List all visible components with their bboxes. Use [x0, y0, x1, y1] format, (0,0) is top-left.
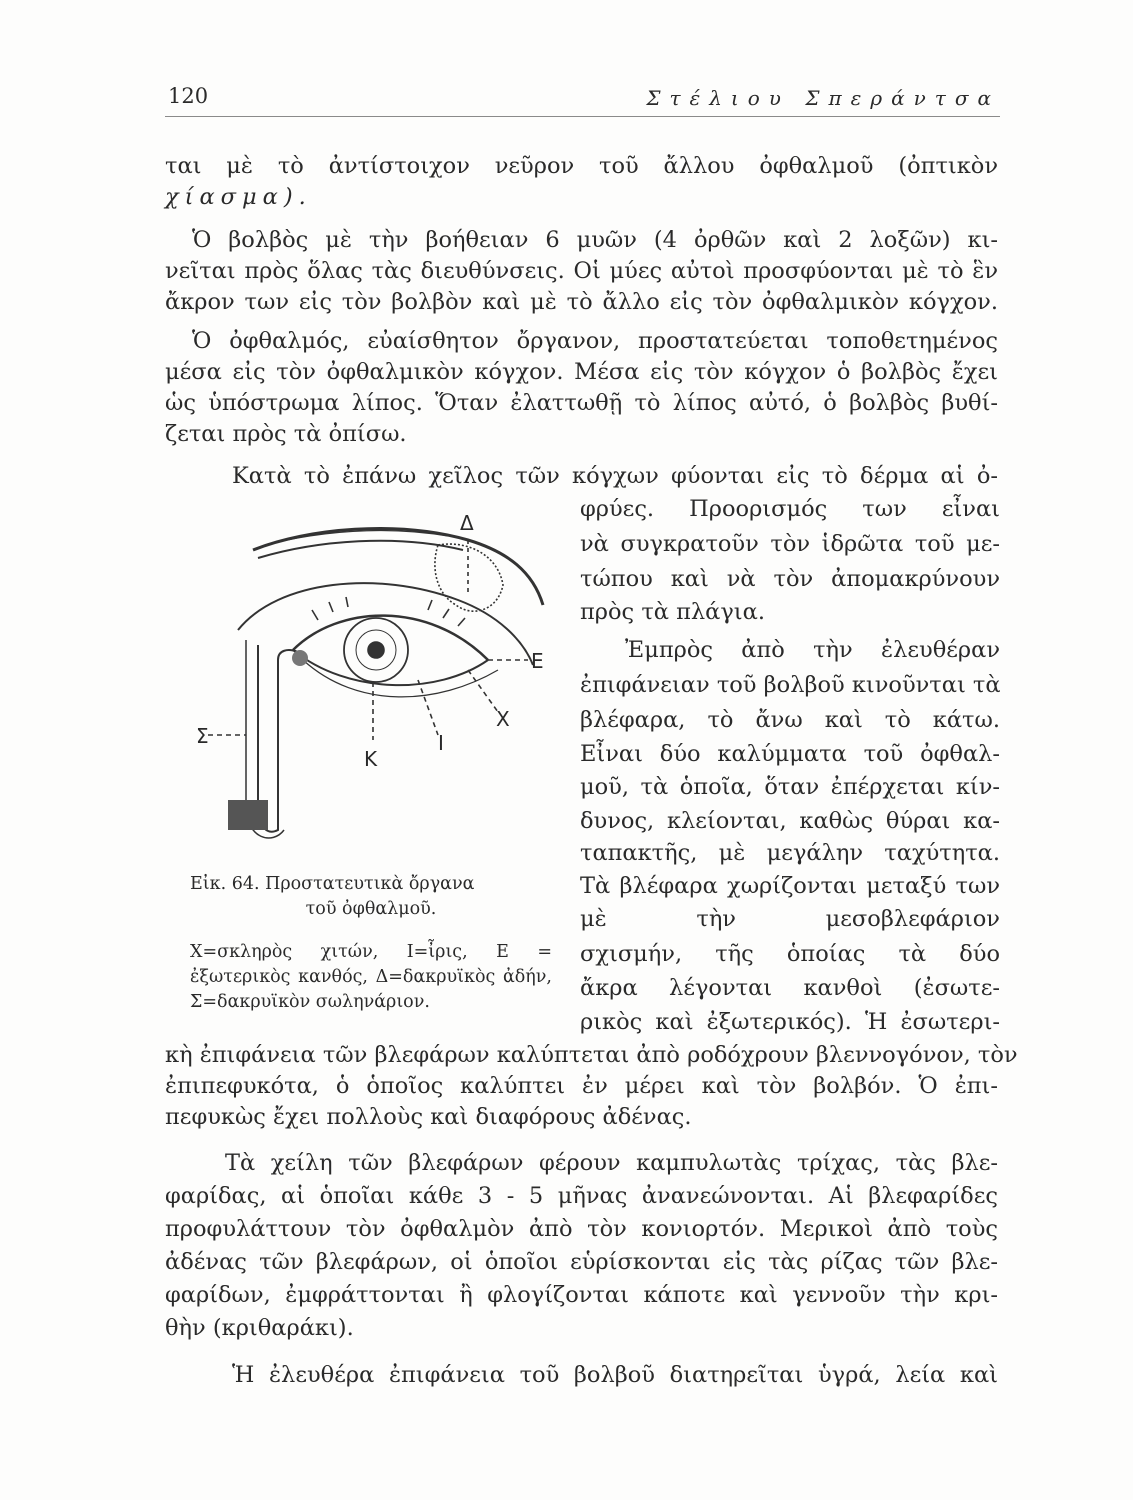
text-line: νεῖται πρὸς ὅλας τὰς διευθύνσεις. Οἱ μύες αὐτοὶ προσφύονται μὲ τὸ ἓν [165, 258, 998, 284]
label-k: K [364, 747, 378, 771]
text-line: προφυλάττουν τὸν ὀφθαλμὸν ἀπὸ τὸν κονιορτόν. Μερικοὶ ἀπὸ τοὺς [165, 1216, 998, 1242]
text-line: κὴ ἐπιφάνεια τῶν βλεφάρων καλύπτεται ἀπὸ ροδόχρουν βλεννογόνον, τὸν [165, 1042, 1018, 1068]
text-line: Ὁ ὀφθαλμός, εὐαίσθητον ὄργανον, προστατεύεται τοποθετημένος [192, 328, 998, 354]
text-line: ται μὲ τὸ ἀντίστοιχον νεῦρον τοῦ ἄλλου ὀφθαλμοῦ (ὀπτικὸν [165, 153, 998, 179]
eye-illustration [198, 500, 558, 860]
figure-caption-continued: τοῦ ὀφθαλμοῦ. [305, 899, 437, 919]
label-d: Δ [460, 511, 474, 535]
text-line: Τὰ βλέφαρα χωρίζονται μεταξύ των [580, 873, 1000, 899]
page-header [165, 82, 1000, 117]
text-line: ἐπιπεφυκότα, ὁ ὁποῖος καλύπτει ἐν μέρει καὶ τὸν βολβόν. Ὁ ἐπι- [165, 1073, 998, 1099]
text-line: Ὁ βολβὸς μὲ τὴν βοήθειαν 6 μυῶν (4 ὀρθῶν καὶ 2 λοξῶν) κι- [192, 227, 998, 253]
text-line: ὡς ὑπόστρωμα λίπος. Ὅταν ἐλαττωθῇ τὸ λίπος αὐτό, ὁ βολβὸς βυθί- [165, 390, 998, 416]
label-x: X [496, 707, 510, 731]
text-line: μέσα εἰς τὸν ὀφθαλμικὸν κόγχον. Μέσα εἰς τὸν κόγχον ὁ βολβὸς ἔχει [165, 359, 998, 385]
text-line: Τὰ χείλη τῶν βλεφάρων φέρουν καμπυλωτὰς τρίχας, τὰς βλε- [225, 1150, 998, 1176]
text-line: ἀδένας τῶν βλεφάρων, οἱ ὁποῖοι εὑρίσκονται εἰς τὰς ρίζας τῶν βλε- [165, 1249, 998, 1275]
page-number: 120 [168, 84, 209, 108]
text-line: φαρίδας, αἱ ὁποῖαι κάθε 3 - 5 μῆνας ἀνανεώνονται. Αἱ βλεφαρίδες [165, 1183, 998, 1209]
figure-caption: Εἰκ. 64. Προστατευτικὰ ὄργανα [190, 874, 475, 894]
text-line: μὲ τὴν μεσοβλεφάριον [580, 906, 1000, 932]
text-line: Ἐμπρὸς ἀπὸ τὴν ἐλευθέραν [625, 637, 1000, 663]
text-line: μοῦ, τὰ ὁποῖα, ὅταν ἐπέρχεται κίν- [580, 774, 1000, 800]
text-line: Εἶναι δύο καλύμματα τοῦ ὀφθαλ- [580, 741, 1000, 767]
label-s: Σ [196, 724, 209, 748]
text-line: ἄκρα λέγονται κανθοὶ (ἐσωτε- [580, 975, 1000, 1001]
text-line: πεφυκὼς ἔχει πολλοὺς καὶ διαφόρους ἀδένας. [165, 1104, 692, 1130]
text-line: βλέφαρα, τὸ ἄνω καὶ τὸ κάτω. [580, 707, 1000, 733]
text-line: φαρίδων, ἐμφράττονται ἢ φλογίζονται κάποτε καὶ γεννοῦν τὴν κρι- [165, 1282, 998, 1308]
text-line: ἄκρον των εἰς τὸν βολβὸν καὶ μὲ τὸ ἄλλο εἰς τὸν ὀφθαλμικὸν κόγχον. [165, 289, 998, 315]
text-line: Ἡ ἐλευθέρα ἐπιφάνεια τοῦ βολβοῦ διατηρεῖται ὑγρά, λεία καὶ [232, 1362, 998, 1388]
text-line: χίασμα). [165, 184, 312, 210]
lacrimal-gland [435, 544, 503, 611]
text-line: σχισμήν, τῆς ὁποίας τὰ δύο [580, 941, 1000, 967]
text-line: φρύες. Προορισμός των εἶναι [580, 496, 1000, 522]
lower-eyelid [293, 650, 488, 685]
text-line: νὰ συγκρατοῦν τὸν ἱδρῶτα τοῦ με- [580, 531, 1000, 557]
text-line: ταπακτῆς, μὲ μεγάλην ταχύτητα. [580, 840, 1000, 866]
text-line: θὴν (κριθαράκι). [165, 1315, 354, 1341]
text-line: δυνος, κλείονται, καθὼς θύραι κα- [580, 808, 1000, 834]
text-line: ρικὸς καὶ ἐξωτερικός). Ἡ ἐσωτερι- [580, 1009, 1000, 1035]
label-i: I [438, 731, 444, 755]
text-line: Κατὰ τὸ ἐπάνω χεῖλος τῶν κόγχων φύονται εἰς τὸ δέρμα αἱ ὀ- [232, 463, 998, 489]
text-line: τώπου καὶ νὰ τὸν ἀπομακρύνουν [580, 566, 1000, 592]
pupil [368, 642, 384, 658]
text-line: ἐπιφάνειαν τοῦ βολβοῦ κινοῦνται τὰ [580, 672, 1001, 698]
label-e: E [531, 649, 544, 673]
running-head: Στέλιου Σπεράντσα [646, 86, 1000, 110]
text-line: πρὸς τὰ πλάγια. [580, 599, 765, 625]
figure-legend: X=σκληρὸς χιτών, I=ἶρις, E = ἐξωτερικὸς κανθός, Δ=δακρυϊκὸς ἀδήν, Σ=δακρυϊκὸν σωληνάριον. [190, 942, 552, 1012]
text-line: ζεται πρὸς τὰ ὀπίσω. [165, 421, 407, 447]
